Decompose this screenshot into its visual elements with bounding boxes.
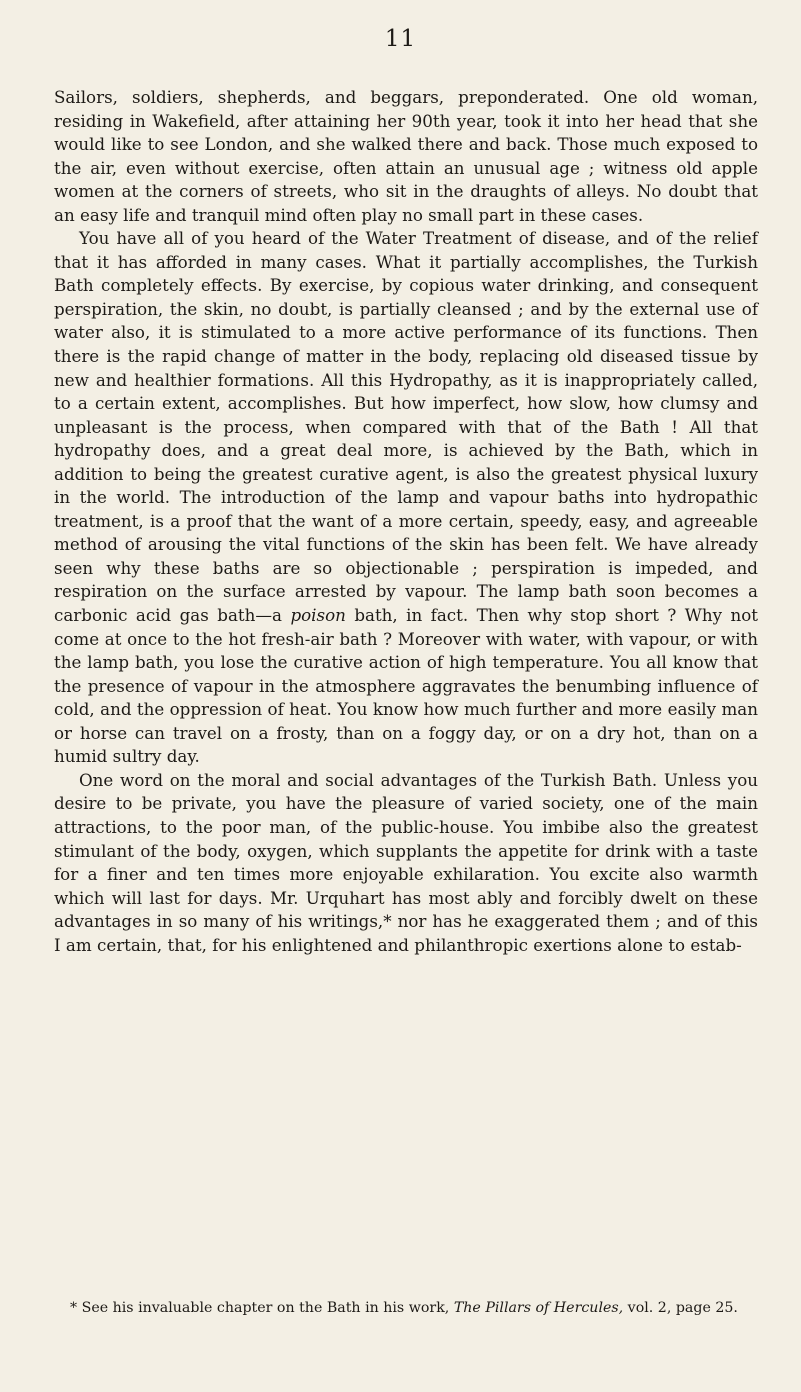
paragraph-3: One word on the moral and social advantages of the Turkish Bath. Unless you desire to be private, you have the pleasure of varied society, one of the main attractions, to the poor man, of the public-house. You imbibe also the greatest stimulant of the body, oxygen, which supplants the appetite for drink with a taste for a finer and ten times more enjoyable exhilaration. You excite also warmth which will last for days. Mr. Urquhart has most ably and forcibly dwelt on these advantages in so many of his writings,* nor has he exaggerated them ; and of this I am certain, that, for his enlightened and philanthropic exertions alone to estab- (54, 769, 758, 955)
paragraph-2 (54, 227, 758, 769)
paragraph-2-text: You have all of you heard of the Water Treatment of disease, and of the relief that it has afforded in many cases. What it partially accomplishes, the Turkish Bath completely effects. By exercise, by copious water drinking, and consequent perspiration, the skin, no doubt, is partially cleansed ; and by the external use of water also, it is stimulated to a more active performance of its functions. Then there is the rapid change of matter in the body, replacing old diseased tissue by new and healthier formations. All this Hydropathy, as it is inappropriately called, to a certain extent, accomplishes. But how imperfect, how slow, how clumsy and unpleasant is the process, when compared with that of the Bath ! All that hydropathy does, and a great deal more, is achieved by the Bath, which in addition to being the greatest curative agent, is also the greatest physical luxury in the world. The introduction of the lamp and vapour baths into hydropathic treatment, is a proof that the want of a more certain, speedy, easy, and agreeable method of arousing the vital functions of the skin has been felt. We have already seen why these baths are so objectionable ; perspiration is impeded, and respiration on the surface arrested by vapour. The lamp bath soon becomes a carbonic acid gas bath—a (54, 228, 758, 626)
footnote-suffix: vol. 2, page 25. (623, 1300, 738, 1316)
paragraph-1: Sailors, soldiers, shepherds, and beggars, preponderated. One old woman, residing in Wakefield, after attaining her 90th year, took it into her head that she would like to see London, and she walked there and back. Those much exposed to the air, even without exercise, often attain an unusual age ; witness old apple women at the corners of streets, who sit in the draughts of alleys. No doubt that an easy life and tranquil mind often play no small part in these cases. (54, 87, 758, 225)
paragraph-2-tail: bath, in fact. Then why stop short ? Why not come at once to the hot fresh-air bath ? Moreover with water, with vapour, or with the lamp bath, you lose the curative action of high temperature. You all know that the presence of vapour in the atmosphere aggravates the benumbing influence of cold, and the oppression of heat. You know how much further and more easily man or horse can travel on a frosty, than on a foggy day, or on a dry hot, than on a humid sultry day. (54, 605, 758, 767)
body-text (54, 86, 758, 957)
emphasis-poison: poison (290, 605, 346, 626)
footnote-prefix: * See his invaluable chapter on the Bath in his work, (70, 1300, 454, 1316)
footnote (54, 1298, 758, 1318)
page-number: 11 (384, 26, 417, 52)
footnote-book-title: The Pillars of Hercules, (453, 1300, 624, 1316)
